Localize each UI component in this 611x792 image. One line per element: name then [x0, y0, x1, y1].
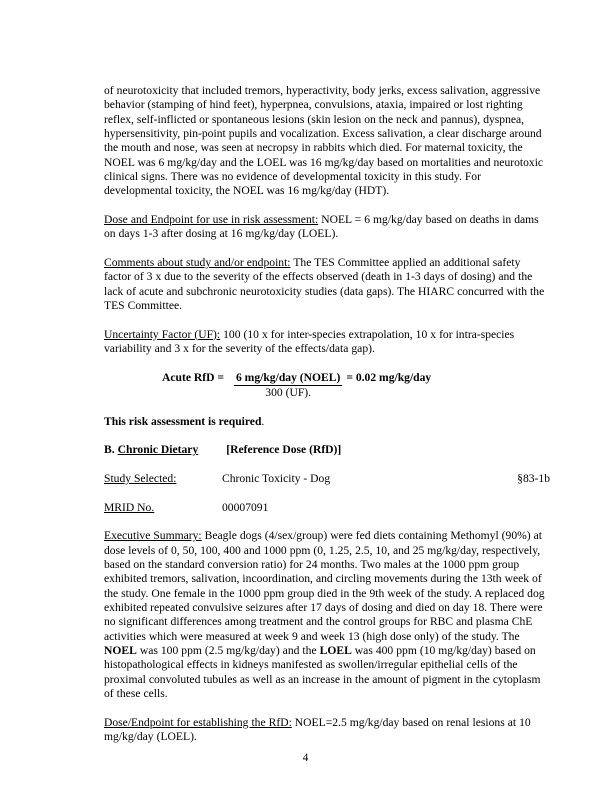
dose-endpoint-rfd-label: Dose/Endpoint for establishing the RfD:: [104, 715, 292, 729]
section-b-heading: [104, 443, 550, 457]
section-b-title: Chronic Dietary: [117, 443, 199, 457]
paragraph-dose-endpoint-rfd: [104, 716, 550, 745]
risk-assessment-statement: [104, 415, 550, 429]
study-selected-row: [104, 472, 550, 486]
executive-summary-text: Beagle dogs (4/sex/group) were fed diets containing Methomyl (90%) at dose levels of 0, 50, 100, 400 and 1000 ppm (0, 1.25, 2.5, 10, and 25 mg/kg/day, respectively, based on the standard conversion ratio) for 24 months. Two males at the 1000 ppm group exhibited tremors, salivation, incoordination, and circling movements during the 13th week of the study. One female in the 1000 ppm group died in the 9th week of the study. A replaced dog exhibited repeated convulsive seizures after 17 days of dosing and died on day 18. There were no significant differences among treatment and the control groups for RBC and plasma ChE activities which were measured at week 9 and week 13 (high dose only) of the study. The: [104, 529, 545, 643]
acute-rfd-denominator: 300 (UF).: [265, 386, 312, 400]
paragraph-comments: [104, 256, 550, 313]
executive-summary-tail: was 400 ppm (10 mg/kg/day) based on histopathological effects in kidneys manifested as swollen/irregular epithelial cells of the proximal convoluted tubules as well as an increase in the amount of pigment in the cytoplasm of these cells.: [104, 643, 541, 701]
executive-summary-mid: was 100 ppm (2.5 mg/kg/day) and the: [136, 643, 320, 657]
mrid-no-citation: [540, 501, 550, 515]
page-content: [104, 84, 550, 744]
executive-summary-label: Executive Summary:: [104, 529, 202, 543]
acute-rfd-numerator: 6 mg/kg/day (NOEL): [234, 371, 342, 386]
acute-rfd-label: Acute RfD =: [162, 370, 224, 384]
acute-rfd-result: = 0.02 mg/kg/day: [346, 370, 432, 384]
mrid-no-row: [104, 501, 550, 515]
paragraph-dose-endpoint-acute: [104, 213, 550, 242]
mrid-no-label: MRID No.: [104, 500, 155, 514]
section-b-letter: B.: [104, 443, 115, 457]
risk-assessment-statement-text: This risk assessment is required: [104, 414, 262, 428]
executive-summary-noel: NOEL: [104, 643, 137, 657]
dose-endpoint-acute-text: NOEL = 6 mg/kg/day based on deaths in dams on days 1-3 after dosing at 16 mg/kg/day (LOEL).: [104, 213, 539, 241]
page-number: 4: [302, 752, 309, 764]
paragraph-continuation: of neurotoxicity that included tremors, hyperactivity, body jerks, excess salivation, aggressive behavior (stamping of hind feet), hyperpnea, convulsions, ataxia, impaired or lost righting reflex, self-inflicted or spontaneous lesions (skin lesion on the neck and pannus), dyspnea, hypersensitivity, pin-point pupils and vocalization. Excess salivation, a clear discharge around the mouth and nose, was seen at necropsy in rabbits which died. For maternal toxicity, the NOEL was 6 mg/kg/day and the LOEL was 16 mg/kg/day based on mortalities and neurotoxic clinical signs. There was no evidence of developmental toxicity in this study. For developmental toxicity, the NOEL was 16 mg/kg/day (HDT).: [104, 84, 544, 198]
paragraph-uncertainty-factor: [104, 328, 550, 357]
mrid-no-value: 00007091: [222, 500, 269, 514]
study-selected-citation: §83-1b: [517, 471, 550, 485]
comments-text: The TES Committee applied an additional safety factor of 3 x due to the severity of the effects observed (death in 1-3 days of dosing) and the lack of acute and subchronic neurotoxicity studies (data gaps). The HIARC concurred with the TES Committee.: [104, 256, 545, 313]
executive-summary-loel: LOEL: [319, 643, 352, 657]
study-selected-label: Study Selected:: [104, 471, 177, 485]
comments-label: Comments about study and/or endpoint:: [104, 256, 291, 270]
uncertainty-factor-label: Uncertainty Factor (UF):: [104, 327, 221, 341]
acute-rfd-formula: [104, 371, 550, 401]
dose-endpoint-acute-label: Dose and Endpoint for use in risk assessment:: [104, 213, 319, 227]
uncertainty-factor-text: 100 (10 x for inter-species extrapolation, 10 x for intra-species variability and 3 x for the severity of the effects/data gap).: [104, 327, 515, 356]
section-b-bracket: [Reference Dose (RfD)]: [226, 443, 342, 457]
dose-endpoint-rfd-text: NOEL=2.5 mg/kg/day based on renal lesions at 10 mg/kg/day (LOEL).: [104, 715, 531, 743]
paragraph-executive-summary: [104, 529, 550, 701]
risk-assessment-statement-period: .: [261, 414, 265, 428]
acute-rfd-fraction: [234, 371, 342, 401]
study-selected-value: Chronic Toxicity - Dog: [222, 471, 331, 485]
